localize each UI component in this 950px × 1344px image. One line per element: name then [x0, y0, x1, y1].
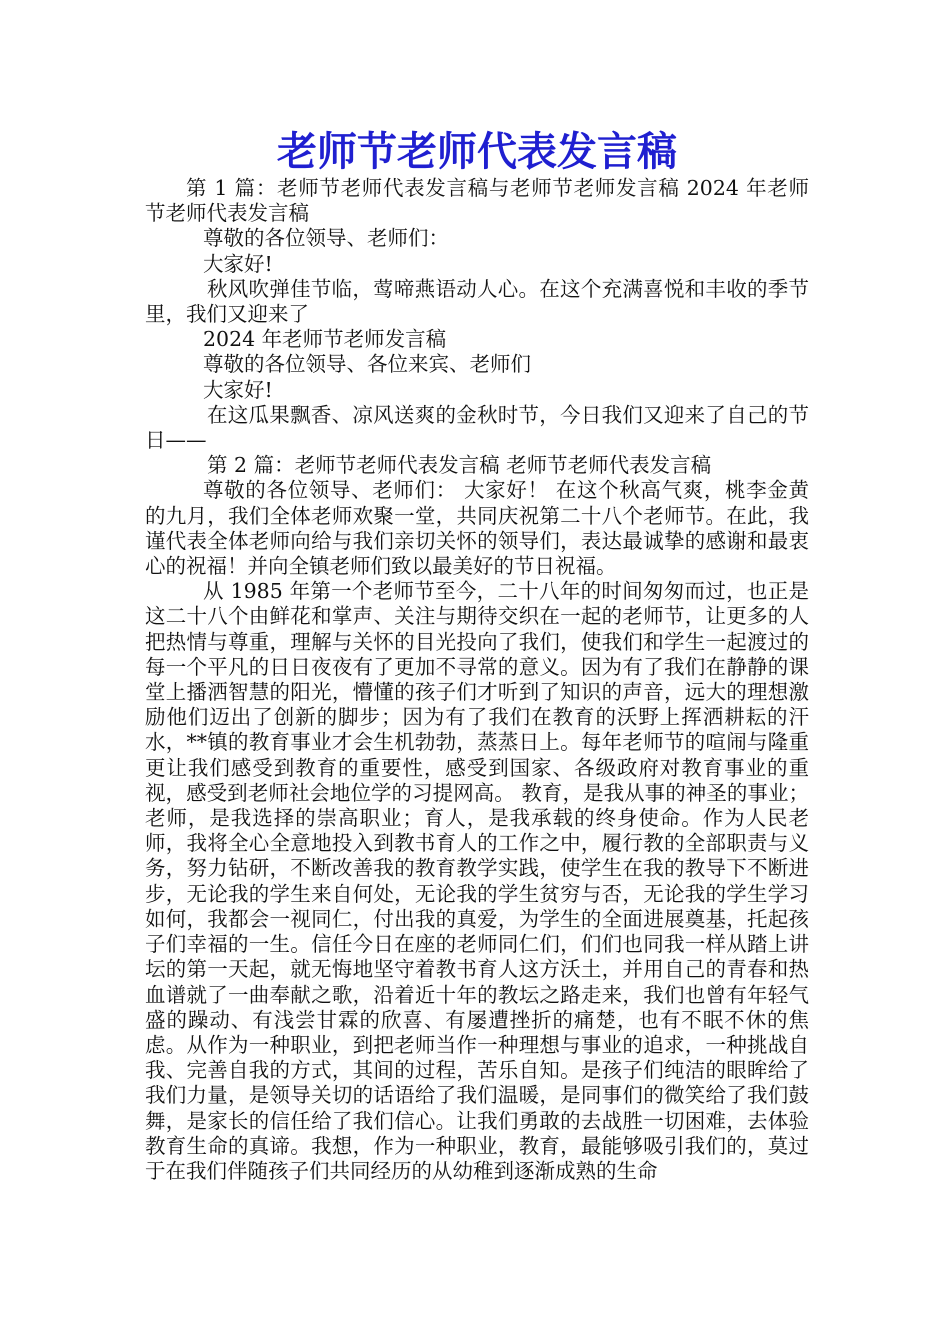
salutation: 尊敬的各位领导、各位来宾、老师们 [203, 352, 531, 377]
paragraph: 尊敬的各位领导、老师们： 大家好！ 在这个秋高气爽，桃李金黄的九月，我们全体老师欢聚一堂，共同庆祝第二十八个老师节。在此，我谨代表全体老师向给与我们亲切关怀的领导们，表达最诚挚的感谢和最衷心的祝福！并向全镇老师们致以最美好的节日祝福。 [145, 478, 809, 579]
document-page [145, 128, 809, 1184]
paragraph: 在这瓜果飘香、凉风送爽的金秋时节，今日我们又迎来了自己的节日—— [145, 402, 809, 453]
document-title: 老师节老师代表发言稿 [277, 128, 677, 175]
paragraph: 从 1985 年第一个老师节至今，二十八年的时间匆匆而过，也正是这二十八个由鲜花和掌声、关注与期待交织在一起的老师节，让更多的人把热情与尊重，理解与关怀的目光投向了我们，使我们和学生一起渡过的每一个平凡的日日夜夜有了更加不寻常的意义。因为有了我们在静静的课堂上播洒智慧的阳光，懵懂的孩子们才听到了知识的声音，远大的理想激励他们迈出了创新的脚步；因为有了我们在教育的沃野上挥洒耕耘的汗水，**镇的教育事业才会生机勃勃，蒸蒸日上。每年老师节的喧闹与隆重更让我们感受到教育的重要性，感受到国家、各级政府对教育事业的重视，感受到老师社会地位学的习提网高。 教育，是我从事的神圣的事业；老师，是我选择的崇高职业；育人，是我承载的终身使命。作为人民老师，我将全心全意地投入到教书育人的工作之中，履行教的全部职责与义务，努力钻研，不断改善我的教育教学实践，使学生在我的教导下不断进步，无论我的学生来自何处，无论我的学生贫穷与否，无论我的学生学习如何，我都会一视同仁，付出我的真爱，为学生的全面进展奠基，托起孩子们幸福的一生。信任今日在座的老师同仁们，们们也同我一样从踏上讲坛的第一天起，就无悔地坚守着教书育人这方沃土，并用自己的青春和热血谱就了一曲奉献之歌，沿着近十年的教坛之路走来，我们也曾有年轻气盛的躁动、有浅尝甘霖的欣喜、有屡遭挫折的痛楚，也有不眠不休的焦虑。从作为一种职业，到把老师当作一种理想与事业的追求，一种挑战自我、完善自我的方式，其间的过程，苦乐自知。是孩子们纯洁的眼眸给了我们力量，是领导关切的话语给了我们温暖，是同事们的微笑给了我们鼓舞，是家长的信任给了我们信心。让我们勇敢的去战胜一切困难，去体验教育生命的真谛。我想，作为一种职业，教育，最能够吸引我们的，莫过于在我们伴随孩子们共同经历的从幼稚到逐渐成熟的生命 [145, 579, 809, 1183]
article-heading-2: 第 2 篇：老师节老师代表发言稿 老师节老师代表发言稿 [207, 453, 712, 478]
sub-heading: 2024 年老师节老师发言稿 [203, 327, 447, 352]
salutation: 尊敬的各位领导、老师们： [203, 226, 449, 251]
paragraph: 秋风吹弹佳节临，莺啼燕语动人心。在这个充满喜悦和丰收的季节里，我们又迎来了 [145, 276, 809, 327]
article-heading-1: 第 1 篇：老师节老师代表发言稿与老师节老师发言稿 2024 年老师节老师代表发言稿 [145, 176, 809, 226]
greeting: 大家好! [203, 377, 273, 402]
greeting: 大家好! [203, 251, 273, 276]
